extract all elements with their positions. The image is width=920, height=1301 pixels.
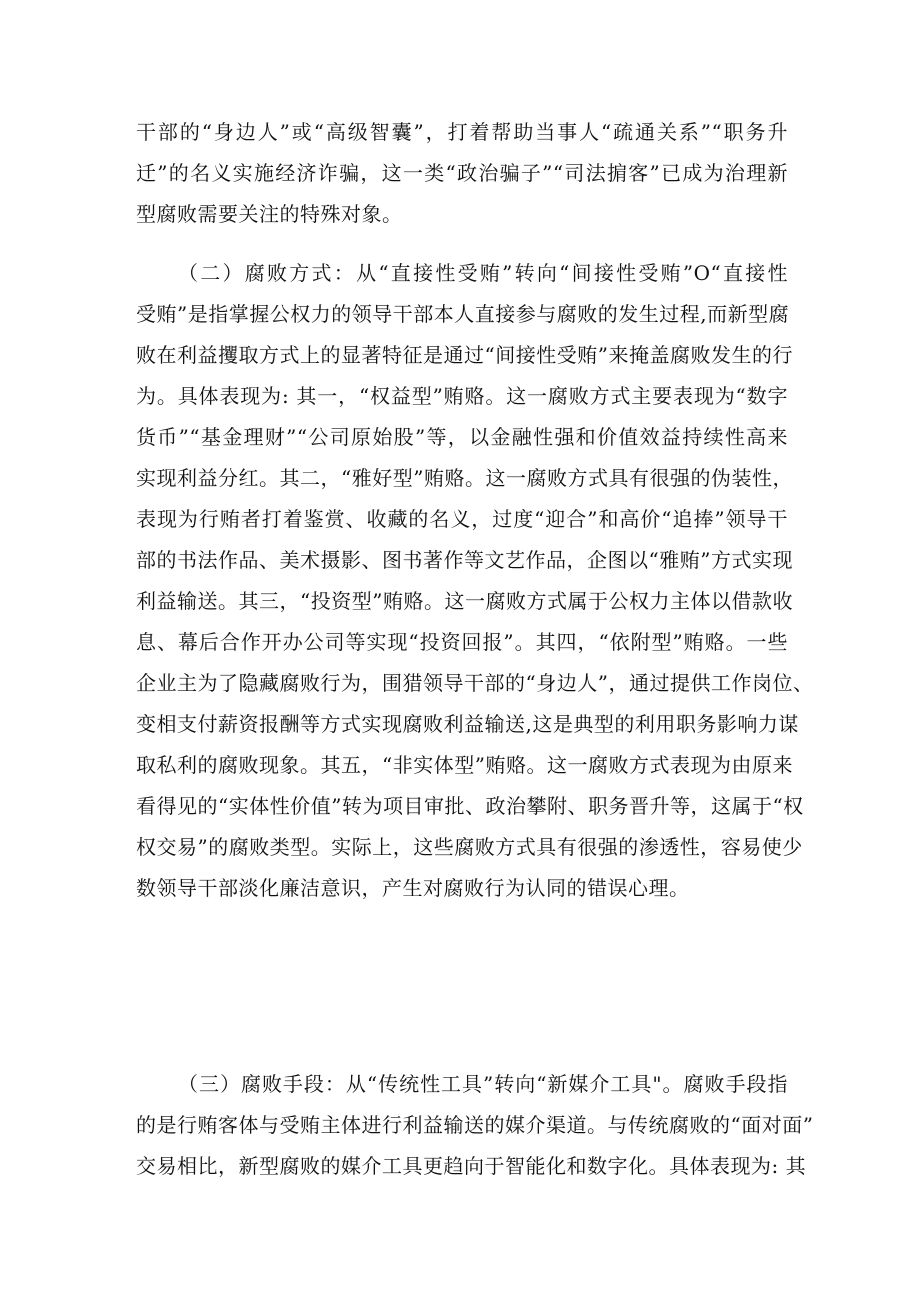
text-line: 干部的“身边人”或“高级智囊”，打着帮助当事人“疏通关系”“职务升 xyxy=(136,120,788,144)
text-line: 看得见的“实体性价值”转为项目审批、政治攀附、职务晋升等，这属于“权 xyxy=(136,794,804,818)
text-line: 型腐败需要关注的特殊对象。 xyxy=(136,202,403,226)
text-line: 表现为行贿者打着鉴赏、收藏的名义，过度“迎合”和高价“追捧”领导干 xyxy=(136,507,788,531)
text-line: 迁”的名义实施经济诈骗，这一类“政治骗子”“司法掮客”已成为治理新 xyxy=(136,161,788,185)
paragraph-1 xyxy=(136,112,788,235)
text-line: 数领导干部淡化廉洁意识，产生对腐败行为认同的错误心理。 xyxy=(136,876,690,900)
text-line: 受贿”是指掌握公权力的领导干部本人直接参与腐败的发生过程,而新型腐 xyxy=(136,302,790,326)
text-line: 交易相比，新型腐败的媒介工具更趋向于智能化和数字化。具体表现为: 其 xyxy=(136,1154,807,1178)
text-line: 利益输送。其三，“投资型”贿赂。这一腐败方式属于公权力主体以借款收 xyxy=(136,589,793,613)
text-line: 的是行贿客体与受贿主体进行利益输送的媒介渠道。与传统腐败的“面对面” xyxy=(136,1113,814,1137)
paragraph-2 xyxy=(136,253,814,909)
text-line: 取私利的腐败现象。其五，“非实体型”贿赂。这一腐败方式表现为由原来 xyxy=(136,753,793,777)
text-line: 实现利益分红。其二，“雅好型”贿赂。这一腐败方式具有很强的伪装性， xyxy=(136,466,793,490)
paragraph-3 xyxy=(136,1064,814,1187)
text-line: 为。具体表现为: 其一，“权益型”贿赂。这一腐败方式主要表现为“数字 xyxy=(136,384,788,408)
text-line: 货币”“基金理财”“公司原始股”等，以金融性强和价值效益持续性高来 xyxy=(136,425,788,449)
text-line: 败在利益攫取方式上的显著特征是通过“间接性受贿”来掩盖腐败发生的行 xyxy=(136,343,793,367)
text-line: 权交易”的腐败类型。实际上，这些腐败方式具有很强的渗透性，容易使少 xyxy=(136,835,803,859)
text-line: （三）腐败手段：从“传统性工具”转向“新媒介工具"。腐败手段指 xyxy=(178,1072,788,1096)
text-line: 企业主为了隐藏腐败行为，围猎领导干部的“身边人”，通过提供工作岗位、 xyxy=(136,671,814,695)
text-line: 变相支付薪资报酬等方式实现腐败利益输送,这是典型的利用职务影响力谋 xyxy=(136,712,799,736)
text-line: （二）腐败方式：从“直接性受贿”转向“间接性受贿”O“直接性 xyxy=(178,261,788,285)
text-line: 部的书法作品、美术摄影、图书著作等文艺作品，企图以“雅贿”方式实现 xyxy=(136,548,793,572)
text-line: 息、幕后合作开办公司等实现“投资回报”。其四，“依附型”贿赂。一些 xyxy=(136,630,788,654)
